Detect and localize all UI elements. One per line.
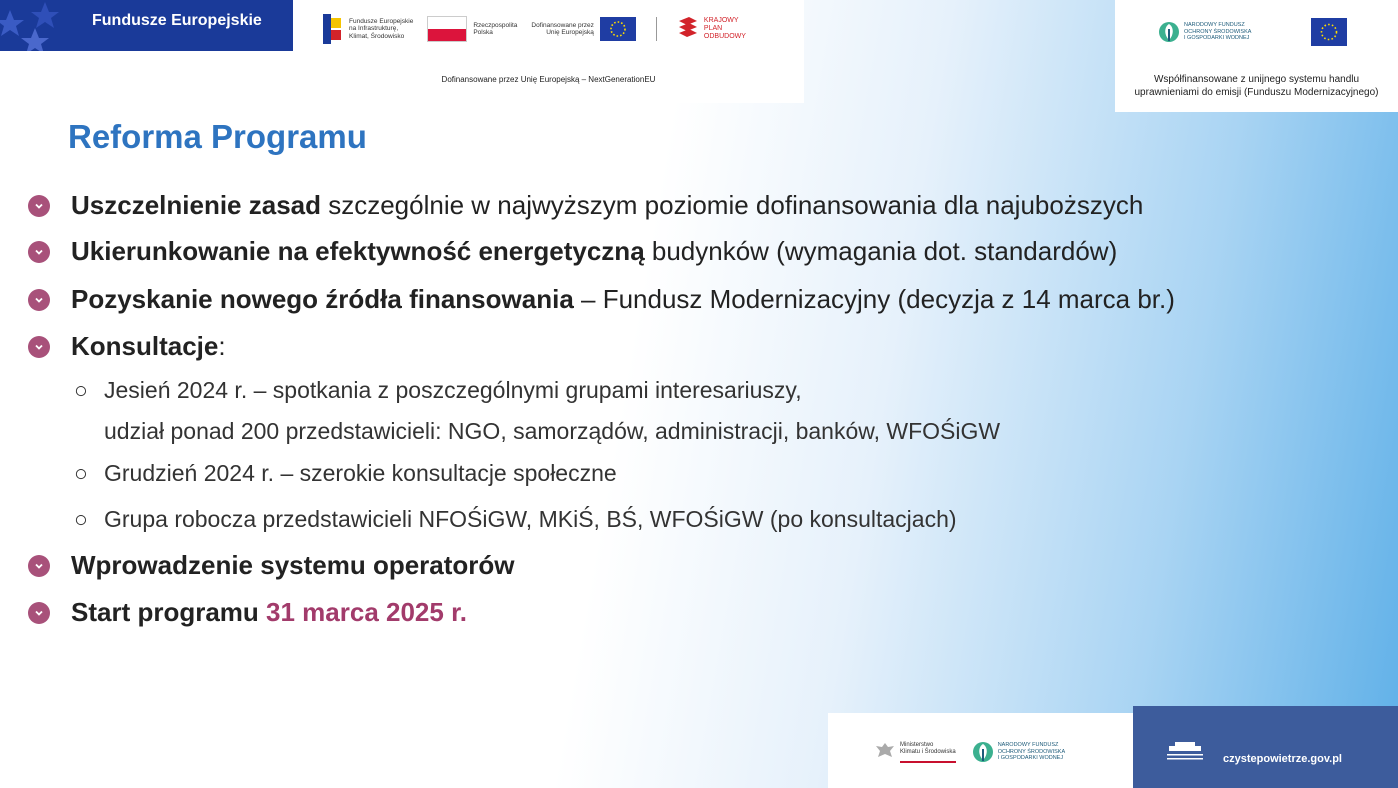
circle-bullet-icon: ○ xyxy=(74,506,88,532)
nfosigw-logo-icon xyxy=(972,741,994,763)
right-caption: Współfinansowane z unijnego systemu handlu uprawnieniami do emisji (Funduszu Modernizacyjnego) xyxy=(1134,74,1379,98)
sub-bullet-item: ○ Grupa robocza przedstawicieli NFOŚiGW, MKiŚ, BŚ, WFOŚiGW (po konsultacjach) xyxy=(74,506,957,532)
bullet-item: Start programu 31 marca 2025 r. xyxy=(28,597,467,628)
czyste-powietrze-box xyxy=(1133,706,1398,788)
nfosigw-logo-icon xyxy=(1158,21,1180,43)
sub-bullet-item: ○ Grudzień 2024 r. – szerokie konsultacje społeczne xyxy=(74,460,617,486)
fe-logo-icon xyxy=(323,14,343,44)
circle-bullet-icon: ○ xyxy=(74,460,88,486)
start-date: 31 marca 2025 r. xyxy=(266,597,467,627)
check-bullet-icon xyxy=(28,241,50,263)
kpo-logo: KRAJOWY PLAN ODBUDOWY xyxy=(656,17,746,41)
eu-flag-icon xyxy=(1311,18,1347,46)
eu-flag-icon xyxy=(600,17,636,41)
fundusze-europejskie-badge xyxy=(0,0,293,51)
czyste-powietrze-logo-icon xyxy=(1165,740,1205,762)
fe-badge-text: Fundusze Europejskie xyxy=(92,12,262,29)
ministry-name: Ministerstwo Klimatu i Środowiska xyxy=(900,742,956,763)
check-bullet-icon xyxy=(28,555,50,577)
eu-stars-icon xyxy=(0,0,80,51)
funding-logos-top xyxy=(293,0,804,103)
nfosigw-name: NARODOWY FUNDUSZ OCHRONY ŚRODOWISKA I GOSPODARKI WODNEJ xyxy=(1184,22,1252,42)
sub-bullet-continuation: udział ponad 200 przedstawicieli: NGO, samorządów, administracji, banków, WFOŚiGW xyxy=(104,418,1001,444)
circle-bullet-icon: ○ xyxy=(74,377,88,403)
kpo-icon xyxy=(677,17,699,41)
website-link[interactable]: czystepowietrze.gov.pl xyxy=(1223,753,1342,765)
nfosigw-name: NARODOWY FUNDUSZ OCHRONY ŚRODOWISKA I GOSPODARKI WODNEJ xyxy=(997,742,1066,762)
sub-bullet-item: ○ Jesień 2024 r. – spotkania z poszczególnymi grupami interesariuszy, xyxy=(74,377,802,403)
check-bullet-icon xyxy=(28,195,50,217)
bullet-item: Uszczelnienie zasad szczególnie w najwyższym poziomie dofinansowania dla najuboższych xyxy=(28,190,1143,221)
eu-cofin-name: Dofinansowane przez Unię Europejską xyxy=(531,21,594,36)
polish-eagle-icon xyxy=(874,741,896,763)
rp-name: Rzeczpospolita Polska xyxy=(473,21,518,36)
bullet-item: Wprowadzenie systemu operatorów xyxy=(28,550,515,581)
poland-flag-icon xyxy=(427,16,467,42)
footer-logos xyxy=(828,713,1133,788)
top-caption: Dofinansowane przez Unię Europejską – NextGenerationEU xyxy=(441,75,656,84)
bullet-item: Konsultacje: xyxy=(28,331,226,362)
bullet-item: Pozyskanie nowego źródła finansowania – Fundusz Modernizacyjny (decyzja z 14 marca br.) xyxy=(28,284,1175,315)
fe-program-name: Fundusze Europejskie na Infrastrukturę, Klimat, Środowisko xyxy=(349,17,414,40)
funding-logos-right xyxy=(1115,0,1398,112)
bullet-item: Ukierunkowanie na efektywność energetyczną budynków (wymagania dot. standardów) xyxy=(28,236,1117,267)
check-bullet-icon xyxy=(28,602,50,624)
page-title: Reforma Programu xyxy=(68,118,367,155)
check-bullet-icon xyxy=(28,289,50,311)
check-bullet-icon xyxy=(28,336,50,358)
